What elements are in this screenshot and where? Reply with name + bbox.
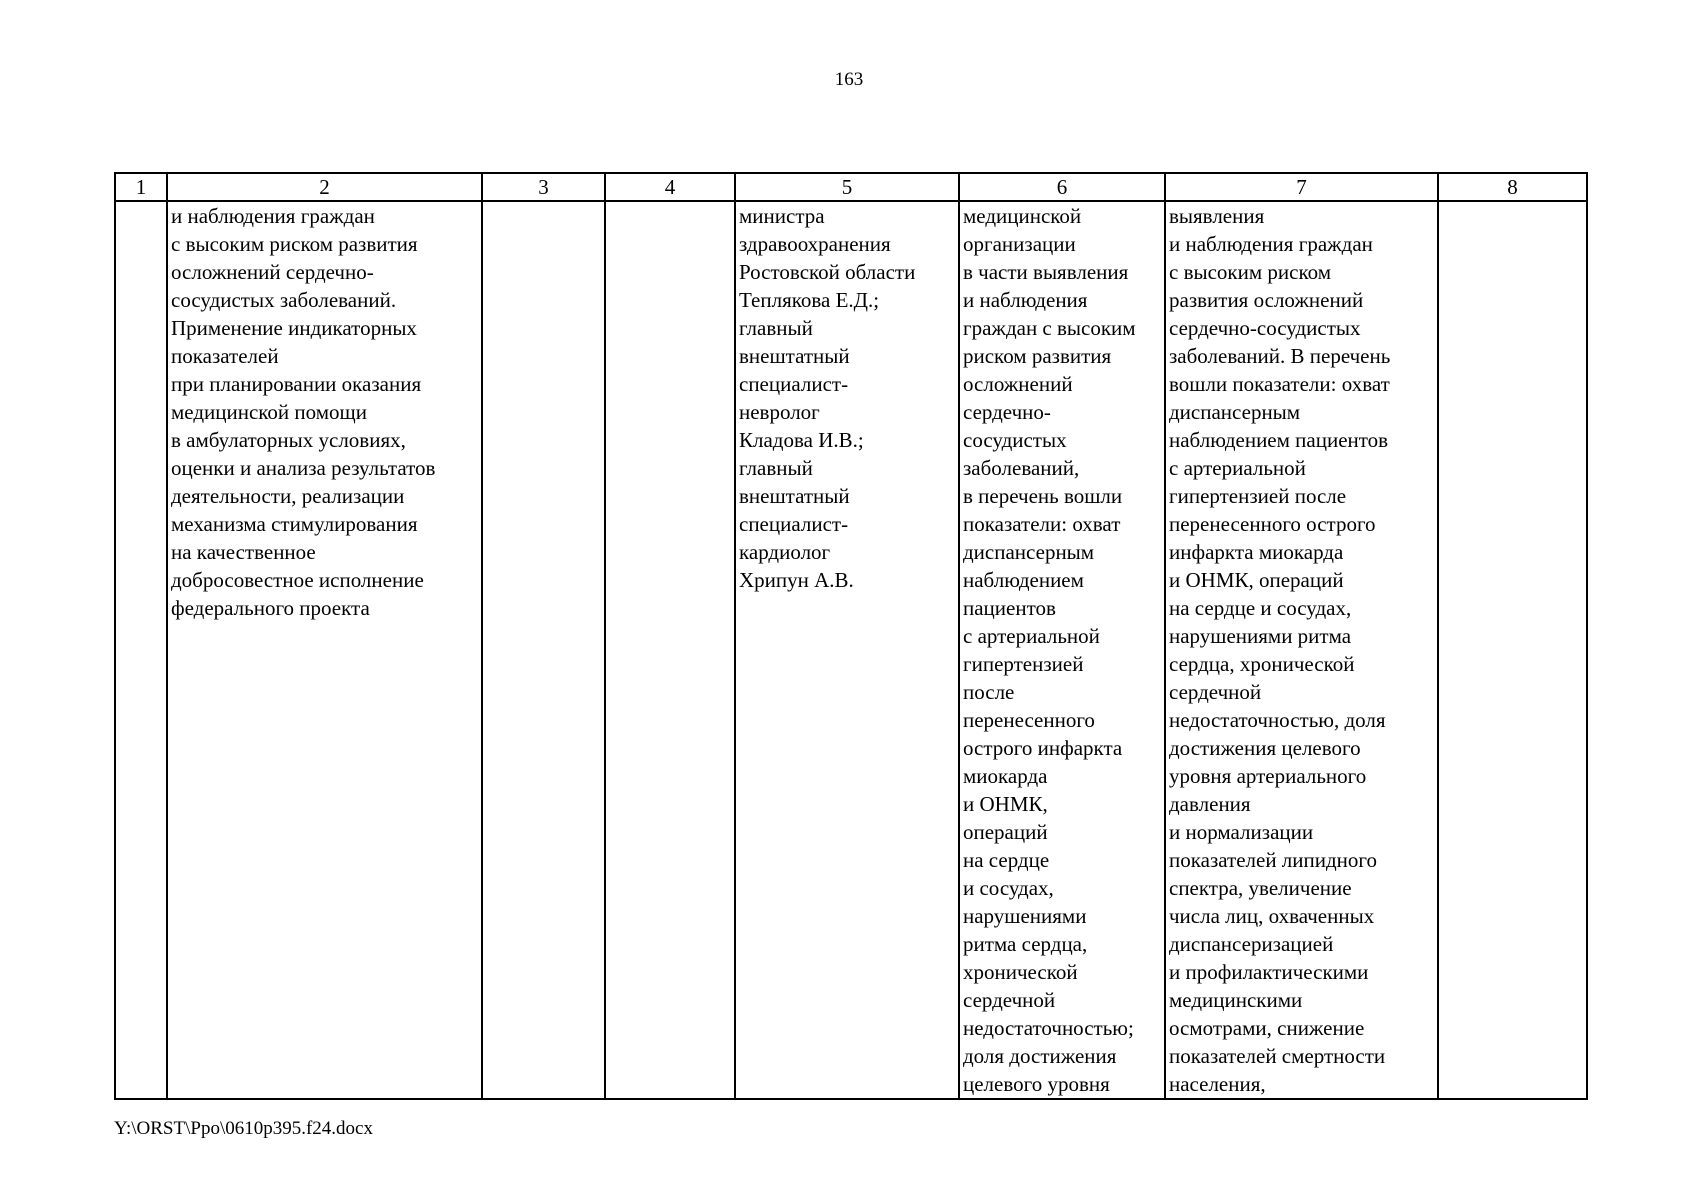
cell-text-line: и наблюдения граждан: [1169, 232, 1373, 256]
cell-text-line: заболеваний. В перечень: [1169, 344, 1391, 368]
cell-text-line: главный: [739, 316, 813, 340]
cell-text-line: перенесенного: [963, 708, 1095, 732]
cell-col2: [167, 201, 482, 1099]
cell-text-line: медицинской: [963, 204, 1082, 228]
column-header-5: 5: [735, 173, 959, 201]
cell-text-line: Теплякова Е.Д.;: [739, 288, 880, 312]
cell-text-line: недостаточностью;: [963, 1016, 1134, 1040]
cell-text-line: показателей смертности: [1169, 1044, 1386, 1068]
cell-text-line: после: [963, 680, 1015, 704]
cell-text-line: уровня артериального: [1169, 764, 1367, 788]
cell-text-line: при планировании оказания: [171, 372, 422, 396]
cell-text-line: здравоохранения: [739, 232, 891, 256]
cell-text-line: граждан с высоким: [963, 316, 1136, 340]
cell-text-line: нарушениями: [963, 904, 1087, 928]
cell-col4: [605, 201, 735, 1099]
cell-text-line: диспансерным: [1169, 400, 1301, 424]
cell-text-line: и профилактическими: [1169, 960, 1369, 984]
cell-text-line: миокарда: [963, 764, 1048, 788]
cell-text-line: риском развития: [963, 344, 1112, 368]
cell-text-line: гипертензией после: [1169, 484, 1347, 508]
cell-text-line: внештатный: [739, 484, 850, 508]
cell-text-line: добросовестное исполнение: [171, 568, 424, 592]
cell-text-line: медицинской помощи: [171, 400, 367, 424]
cell-text-line: с артериальной: [1169, 456, 1306, 480]
cell-col3: [482, 201, 605, 1099]
cell-text-line: в амбулаторных условиях,: [171, 428, 406, 452]
cell-text-line: на сердце и сосудах,: [1169, 596, 1352, 620]
column-header-6: 6: [959, 173, 1165, 201]
cell-text-line: осложнений: [963, 372, 1073, 396]
cell-text-line: выявления: [1169, 204, 1265, 228]
cell-text-line: показателей липидного: [1169, 848, 1378, 872]
cell-text-line: наблюдением пациентов: [1169, 428, 1389, 452]
cell-col8: [1438, 201, 1587, 1099]
cell-text-line: населения,: [1169, 1072, 1266, 1096]
cell-text-line: наблюдением: [963, 568, 1084, 592]
footer-file-path: Y:\ORST\Ppo\0610p395.f24.docx: [114, 1118, 373, 1139]
column-header-2: 2: [167, 173, 482, 201]
cell-text-line: развития осложнений: [1169, 288, 1364, 312]
cell-text-line: инфаркта миокарда: [1169, 540, 1344, 564]
column-header-3: 3: [482, 173, 605, 201]
cell-text-line: с высоким риском: [1169, 260, 1331, 284]
cell-text-line: Ростовской области: [739, 260, 916, 284]
cell-text-line: и ОНМК, операций: [1169, 568, 1344, 592]
cell-text-line: целевого уровня: [963, 1072, 1110, 1096]
page-number: 163: [834, 69, 864, 90]
column-header-4: 4: [605, 173, 735, 201]
cell-text-line: организации: [963, 232, 1076, 256]
cell-text-line: острого инфаркта: [963, 736, 1123, 760]
cell-text-line: внештатный: [739, 344, 850, 368]
column-header-1: 1: [115, 173, 167, 201]
cell-text-line: диспансеризацией: [1169, 932, 1334, 956]
cell-text-line: перенесенного острого: [1169, 512, 1376, 536]
cell-text-line: специалист-: [739, 372, 849, 396]
cell-text-line: давления: [1169, 792, 1251, 816]
table-header-row: [115, 173, 1587, 201]
table-row: [115, 201, 1587, 1099]
cell-text-line: сердца, хронической: [1169, 652, 1355, 676]
cell-text-line: недостаточностью, доля: [1169, 708, 1386, 732]
cell-text-line: механизма стимулирования: [171, 512, 418, 536]
cell-text-line: нарушениями ритма: [1169, 624, 1352, 648]
cell-text-line: сердечной: [1169, 680, 1262, 704]
cell-text-line: заболеваний,: [963, 456, 1080, 480]
cell-text-line: и нормализации: [1169, 820, 1314, 844]
cell-text-line: вошли показатели: охват: [1169, 372, 1390, 396]
cell-text-line: показатели: охват: [963, 512, 1121, 536]
column-header-7: 7: [1165, 173, 1438, 201]
cell-text-line: главный: [739, 456, 813, 480]
cell-text-line: диспансерным: [963, 540, 1095, 564]
cell-text-line: и наблюдения граждан: [171, 204, 375, 228]
cell-col7: [1165, 201, 1438, 1099]
cell-text-line: и ОНМК,: [963, 792, 1048, 816]
cell-text-line: медицинскими: [1169, 988, 1303, 1012]
cell-text-line: операций: [963, 820, 1048, 844]
cell-text-line: осложнений сердечно-: [171, 260, 374, 284]
cell-text-line: доля достижения: [963, 1044, 1117, 1068]
cell-text-line: и наблюдения: [963, 288, 1088, 312]
cell-col6: [959, 201, 1165, 1099]
cell-text-line: осмотрами, снижение: [1169, 1016, 1365, 1040]
cell-text-line: в части выявления: [963, 260, 1129, 284]
cell-text-line: Кладова И.В.;: [739, 428, 864, 452]
cell-text-line: федерального проекта: [171, 596, 370, 620]
cell-text-line: спектра, увеличение: [1169, 876, 1352, 900]
cell-text-line: Хрипун А.В.: [739, 568, 854, 592]
cell-text-line: в перечень вошли: [963, 484, 1123, 508]
cell-text-line: с артериальной: [963, 624, 1100, 648]
cell-text-line: числа лиц, охваченных: [1169, 904, 1375, 928]
cell-text-line: достижения целевого: [1169, 736, 1361, 760]
cell-text-line: специалист-: [739, 512, 849, 536]
cell-text-line: сердечно-сосудистых: [1169, 316, 1361, 340]
cell-text-line: Применение индикаторных: [171, 316, 417, 340]
cell-text-line: сердечной: [963, 988, 1056, 1012]
cell-text-line: ритма сердца,: [963, 932, 1088, 956]
document-table: [114, 172, 1588, 1100]
cell-text-line: оценки и анализа результатов: [171, 456, 436, 480]
cell-text-line: министра: [739, 204, 825, 228]
cell-text-line: с высоким риском развития: [171, 232, 418, 256]
cell-text-line: показателей: [171, 344, 279, 368]
cell-text-line: хронической: [963, 960, 1078, 984]
cell-text-line: сердечно-: [963, 400, 1051, 424]
cell-text-line: деятельности, реализации: [171, 484, 405, 508]
cell-text-line: и сосудах,: [963, 876, 1054, 900]
cell-col5: [735, 201, 959, 1099]
cell-text-line: на сердце: [963, 848, 1050, 872]
cell-text-line: сосудистых: [963, 428, 1067, 452]
cell-text-line: гипертензией: [963, 652, 1084, 676]
cell-text-line: невролог: [739, 400, 820, 424]
cell-text-line: сосудистых заболеваний.: [171, 288, 397, 312]
cell-text-line: кардиолог: [739, 540, 831, 564]
column-header-8: 8: [1438, 173, 1587, 201]
cell-text-line: на качественное: [171, 540, 316, 564]
cell-text-line: пациентов: [963, 596, 1056, 620]
cell-col1: [115, 201, 167, 1099]
